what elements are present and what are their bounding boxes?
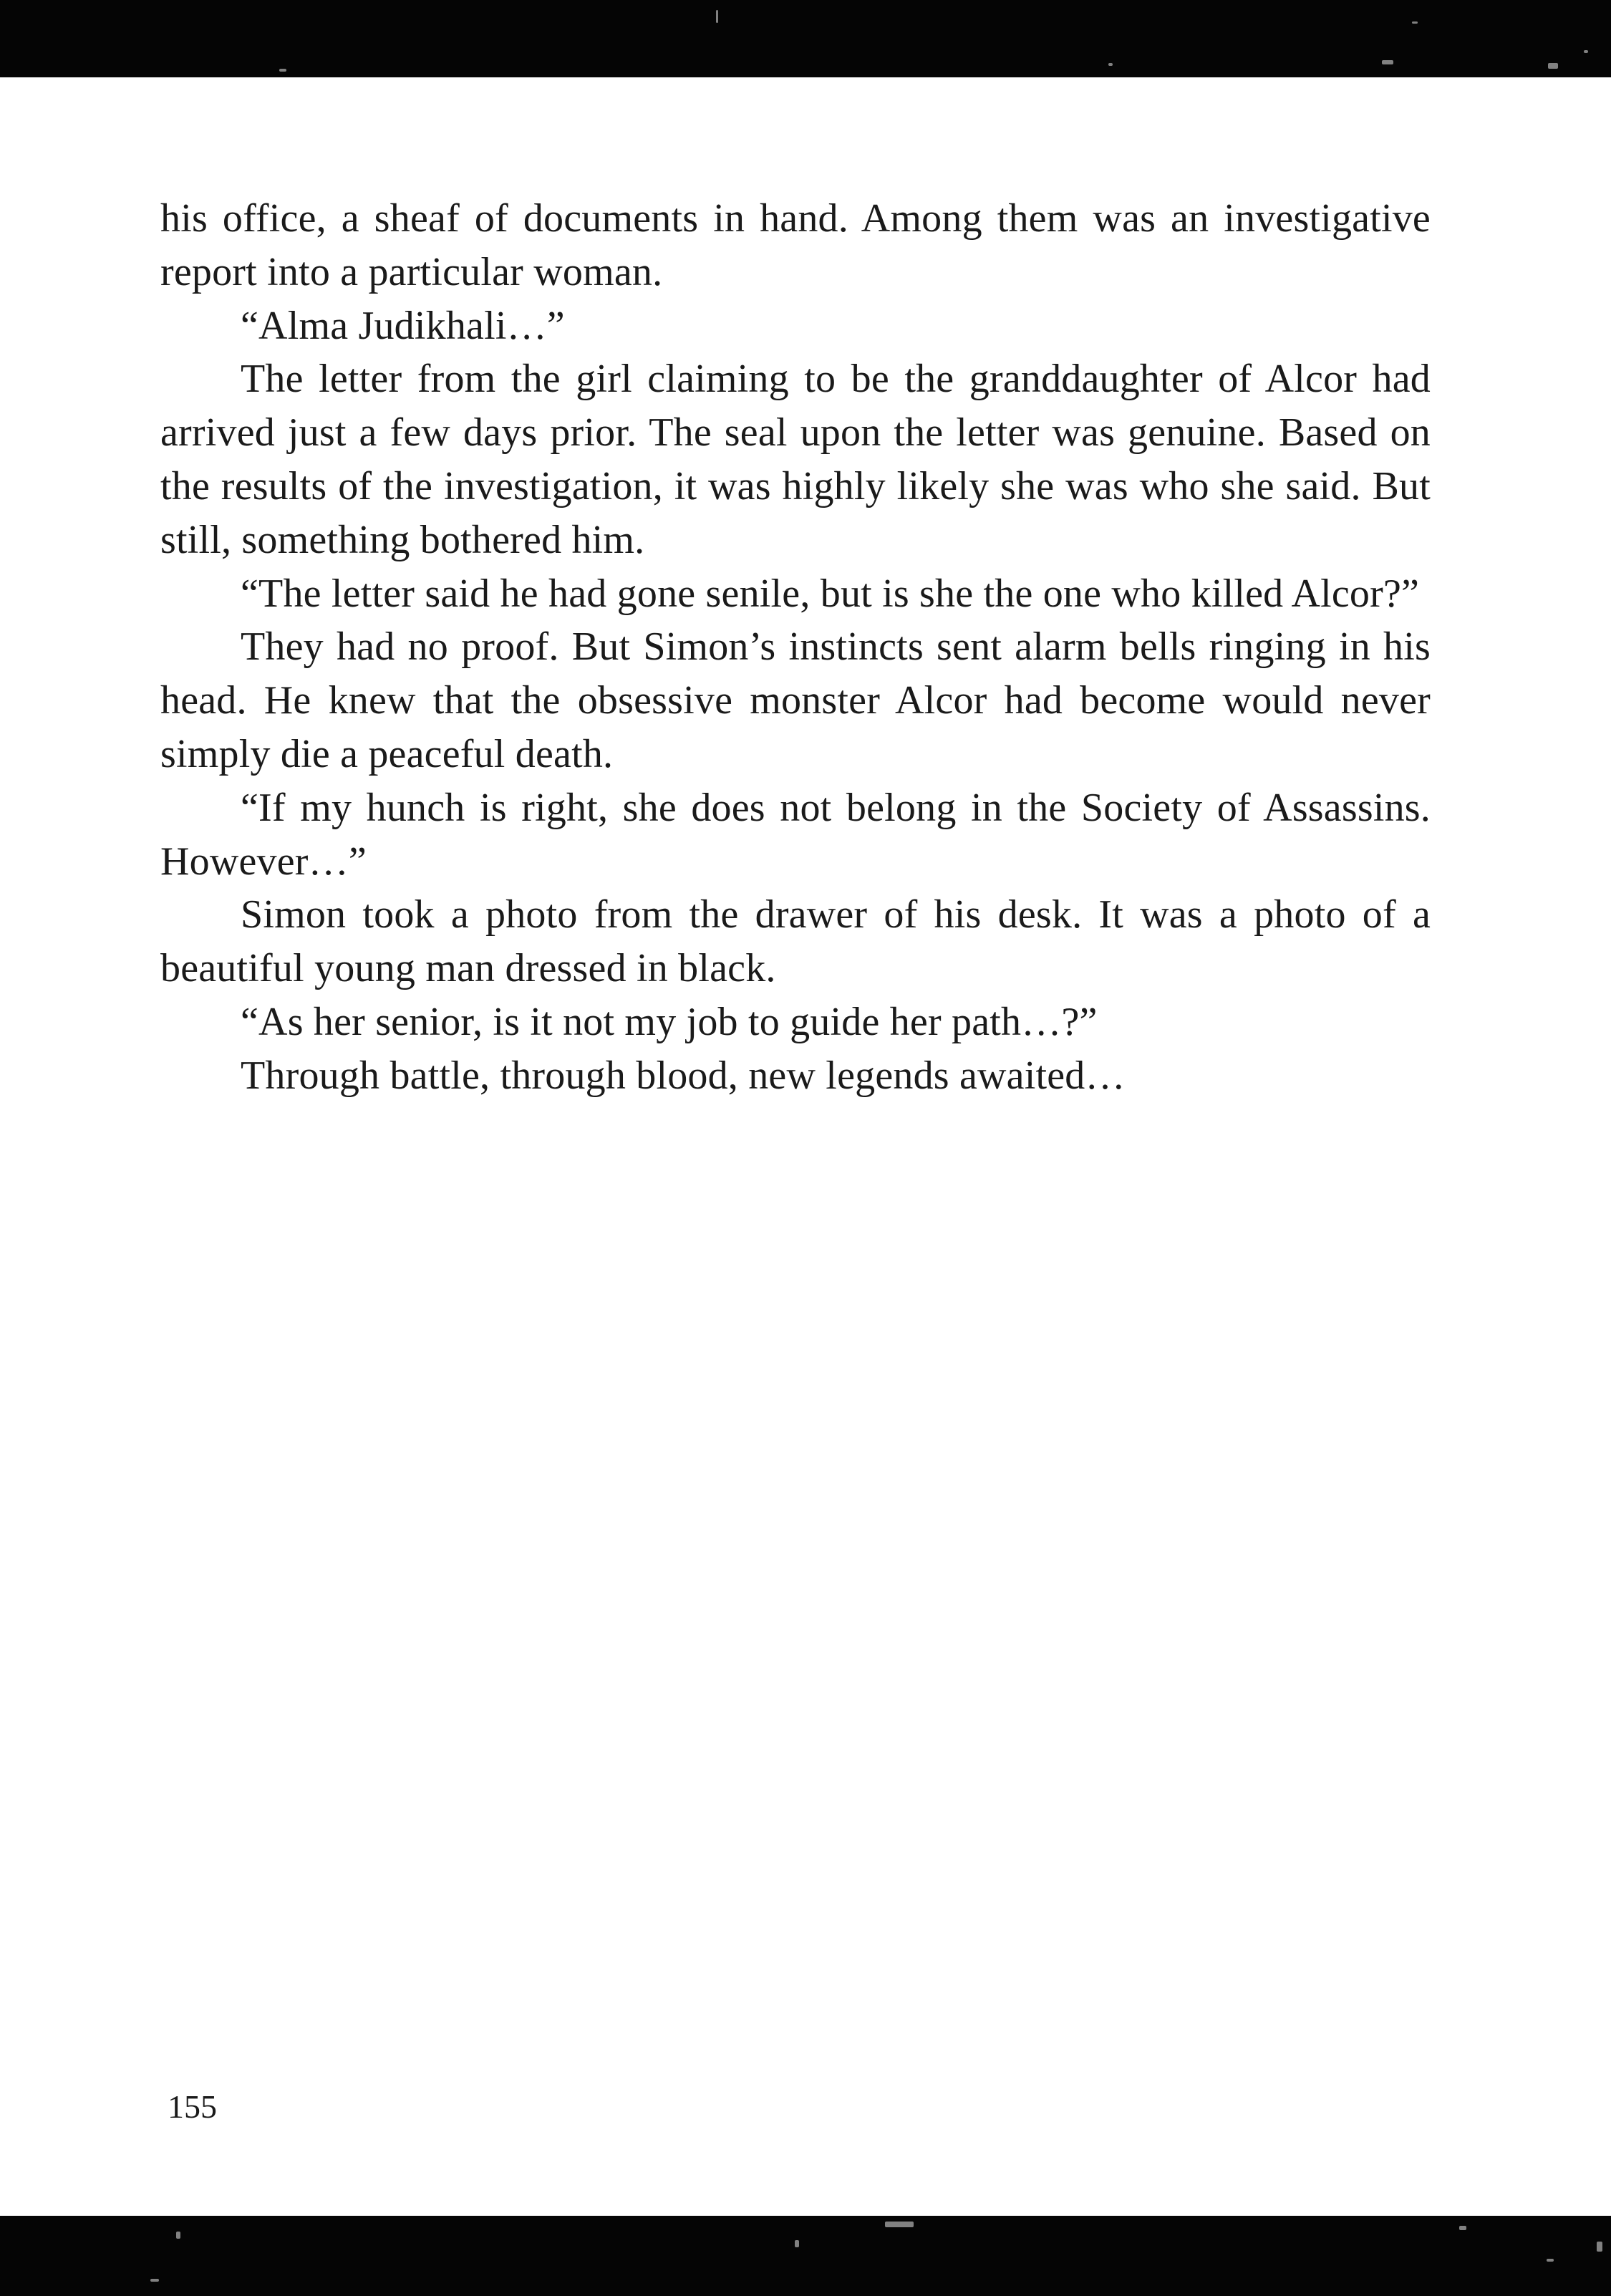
paragraph: “The letter said he had gone senile, but is she the one who killed Alcor?” bbox=[241, 571, 1420, 616]
top-border-bar bbox=[0, 0, 1611, 77]
border-speck bbox=[1108, 63, 1113, 66]
border-speck bbox=[885, 2222, 914, 2227]
paragraph: The letter from the girl claiming to be the granddaughter of Alcor had arrived just a few days prior. The seal upon the letter was genuine. Based on the results of the investigation, it was highly likely she was who she said. But still, something bothered him. bbox=[160, 357, 1431, 562]
border-speck bbox=[279, 69, 286, 72]
paragraph: “As her senior, is it not my job to guide her path…?” bbox=[241, 999, 1098, 1044]
border-speck bbox=[1584, 50, 1588, 53]
border-speck bbox=[150, 2279, 159, 2282]
border-speck bbox=[1382, 60, 1393, 64]
border-speck bbox=[176, 2232, 180, 2239]
paragraph: his office, a sheaf of documents in hand. Among them was an investigative report into a particular woman. bbox=[160, 196, 1431, 294]
border-speck bbox=[1597, 2242, 1602, 2252]
border-speck bbox=[716, 10, 718, 23]
paragraph: Through battle, through blood, new legends awaited… bbox=[241, 1053, 1126, 1098]
border-speck bbox=[795, 2240, 799, 2247]
paragraph: “If my hunch is right, she does not belong in the Society of Assassins. However…” bbox=[160, 785, 1431, 884]
bottom-border-bar bbox=[0, 2216, 1611, 2296]
body-text bbox=[160, 192, 1431, 1103]
paragraph: “Alma Judikhali…” bbox=[241, 303, 565, 348]
border-speck bbox=[1412, 21, 1418, 24]
border-speck bbox=[1459, 2226, 1466, 2230]
border-speck bbox=[1548, 63, 1558, 69]
paragraph: They had no proof. But Simon’s instincts sent alarm bells ringing in his head. He knew that the obsessive monster Alcor had become would never simply die a peaceful death. bbox=[160, 624, 1431, 776]
paragraph: Simon took a photo from the drawer of his desk. It was a photo of a beautiful young man dressed in black. bbox=[160, 892, 1431, 991]
page-number: 155 bbox=[168, 2088, 217, 2125]
border-speck bbox=[1547, 2259, 1554, 2262]
